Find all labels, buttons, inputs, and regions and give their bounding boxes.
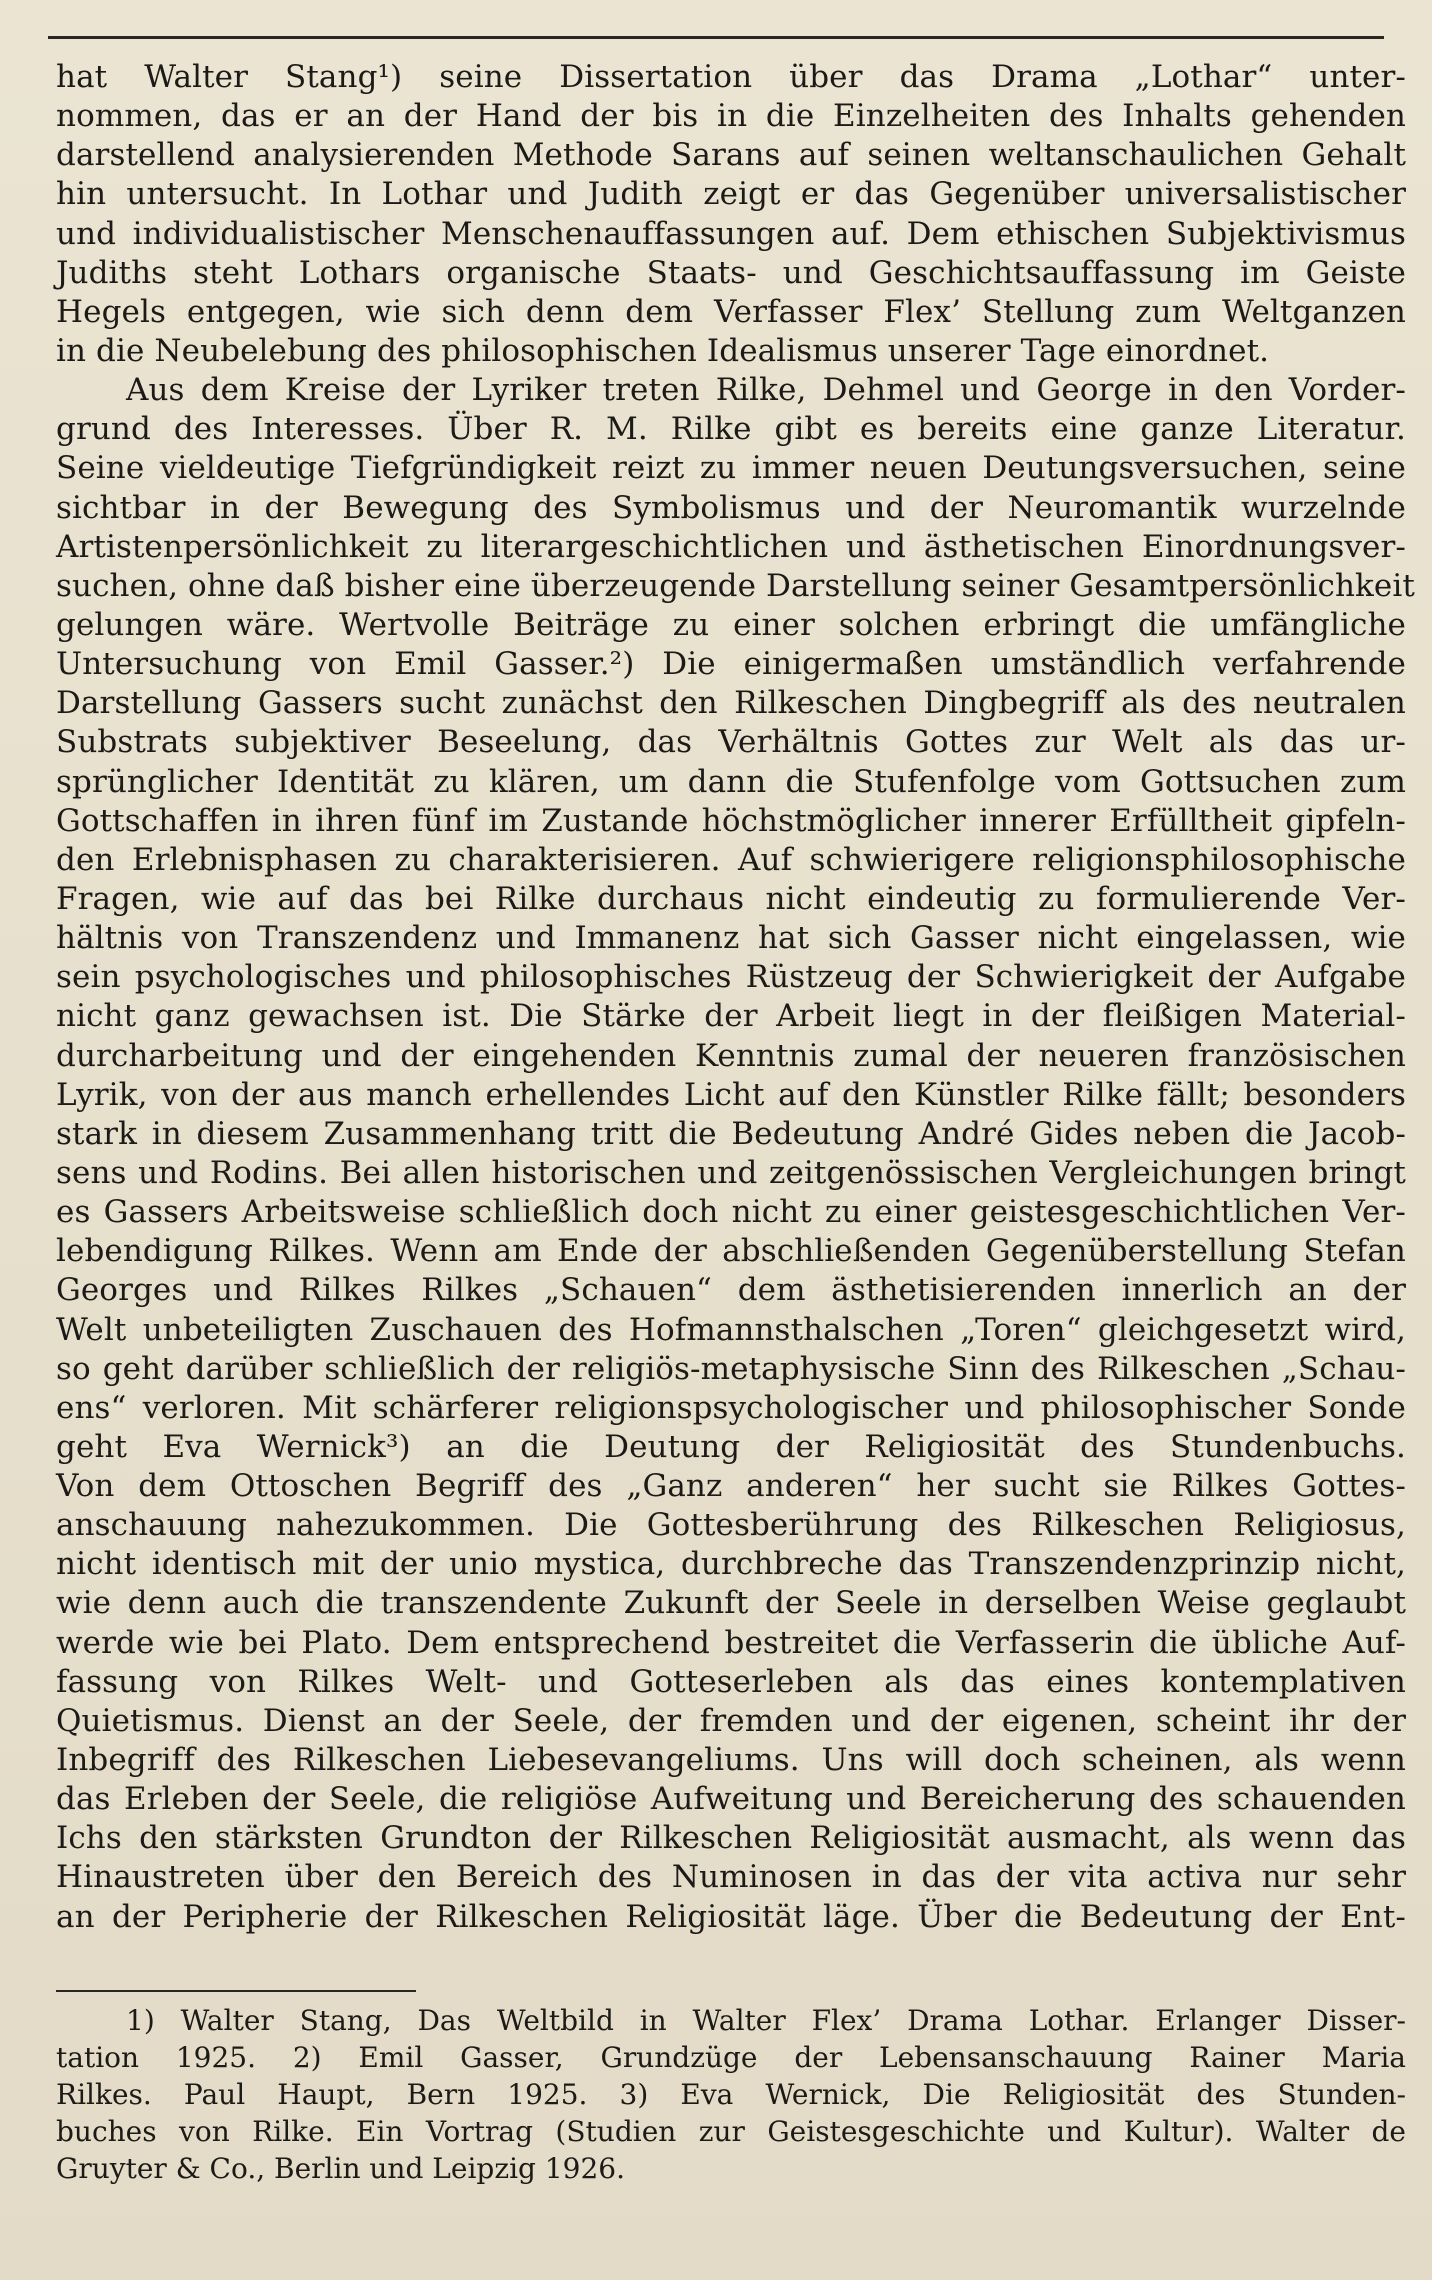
- text-line: Hegels entgegen, wie sich denn dem Verfasser Flex’ Stellung zum Weltganzen: [56, 293, 1406, 330]
- text-line: das Erleben der Seele, die religiöse Aufweitung und Bereicherung des schauenden: [56, 1781, 1406, 1818]
- text-line: darstellend analysierenden Methode Sarans auf seinen weltanschaulichen Gehalt: [56, 137, 1406, 174]
- text-line: ens“ verloren. Mit schärferer religionspsychologischer und philosophischer Sonde: [56, 1389, 1406, 1426]
- text-line: Substrats subjektiver Beseelung, das Verhältnis Gottes zur Welt als das ur-: [56, 724, 1406, 761]
- text-line: Aus dem Kreise der Lyriker treten Rilke, Dehmel und George in den Vorder-: [126, 372, 1406, 409]
- text-line: werde wie bei Plato. Dem entsprechend bestreitet die Verfasserin die übliche Auf-: [56, 1624, 1406, 1661]
- text-line: den Erlebnisphasen zu charakterisieren. Auf schwierigere religionsphilosophische: [56, 841, 1406, 878]
- text-line: hat Walter Stang¹) seine Dissertation über das Drama „Lothar“ unter-: [56, 59, 1406, 95]
- text-line: hin untersucht. In Lothar und Judith zeigt er das Gegenüber universalistischer: [56, 176, 1406, 213]
- text-line: Georges und Rilkes Rilkes „Schauen“ dem ästhetisierenden innerlich an der: [56, 1272, 1406, 1309]
- footnote-line: Gruyter & Co., Berlin und Leipzig 1926.: [56, 2152, 626, 2185]
- text-line: gelungen wäre. Wertvolle Beiträge zu einer solchen erbringt die umfängliche: [56, 606, 1406, 643]
- text-line: Fragen, wie auf das bei Rilke durchaus nicht eindeutig zu formulierende Ver-: [56, 880, 1406, 917]
- text-line: Von dem Ottoschen Begriff des „Ganz anderen“ her sucht sie Rilkes Gottes-: [56, 1468, 1406, 1505]
- text-line: durcharbeitung und der eingehenden Kenntnis zumal der neueren französischen: [56, 1037, 1406, 1074]
- text-line: hältnis von Transzendenz und Immanenz hat sich Gasser nicht eingelassen, wie: [56, 920, 1406, 957]
- text-line: sprünglicher Identität zu klären, um dann die Stufenfolge vom Gottsuchen zum: [56, 763, 1406, 800]
- footnote-line: tation 1925. 2) Emil Gasser, Grundzüge der Lebensanschauung Rainer Maria: [56, 2041, 1406, 2074]
- text-line: Hinaustreten über den Bereich des Numinosen in das der vita activa nur sehr: [56, 1859, 1406, 1896]
- text-line: und individualistischer Menschenauffassungen auf. Dem ethischen Subjektivismus: [56, 215, 1406, 252]
- text-line: in die Neubelebung des philosophischen Idealismus unserer Tage einordnet.: [56, 332, 1270, 369]
- text-line: geht Eva Wernick³) an die Deutung der Religiosität des Stundenbuchs.: [56, 1428, 1406, 1465]
- text-line: Inbegriff des Rilkeschen Liebesevangeliums. Uns will doch scheinen, als wenn: [56, 1742, 1406, 1779]
- footnote-line: 1) Walter Stang, Das Weltbild in Walter Flex’ Drama Lothar. Erlanger Disser-: [126, 2004, 1406, 2037]
- text-line: Gottschaffen in ihren fünf im Zustande höchstmöglicher innerer Erfülltheit gipfeln-: [56, 802, 1406, 839]
- footnotes: [56, 2002, 1406, 2187]
- text-line: Judiths steht Lothars organische Staats- und Geschichtsauffassung im Geiste: [56, 254, 1406, 291]
- text-line: anschauung nahezukommen. Die Gottesberührung des Rilkeschen Religiosus,: [56, 1507, 1406, 1544]
- text-line: suchen, ohne daß bisher eine überzeugende Darstellung seiner Gesamtpersönlichkeit: [56, 567, 1415, 604]
- text-line: grund des Interesses. Über R. M. Rilke gibt es bereits eine ganze Literatur.: [56, 411, 1406, 448]
- text-line: lebendigung Rilkes. Wenn am Ende der abschließenden Gegenüberstellung Stefan: [56, 1233, 1406, 1270]
- text-line: es Gassers Arbeitsweise schließlich doch nicht zu einer geistesgeschichtlichen Ver-: [56, 1194, 1406, 1231]
- text-line: Lyrik, von der aus manch erhellendes Licht auf den Künstler Rilke fällt; besonders: [56, 1076, 1406, 1113]
- text-line: Untersuchung von Emil Gasser.²) Die einigermaßen umständlich verfahrende: [56, 646, 1406, 683]
- text-line: stark in diesem Zusammenhang tritt die Bedeutung André Gides neben die Jacob-: [56, 1115, 1406, 1152]
- text-line: nicht ganz gewachsen ist. Die Stärke der Arbeit liegt in der fleißigen Material-: [56, 998, 1406, 1035]
- text-line: nicht identisch mit der unio mystica, durchbreche das Transzendenzprinzip nicht,: [56, 1546, 1406, 1583]
- text-line: Artistenpersönlichkeit zu literargeschichtlichen und ästhetischen Einordnungsver-: [56, 528, 1406, 565]
- footnote-rule: [56, 1990, 416, 1992]
- footnote-line: buches von Rilke. Ein Vortrag (Studien zur Geistesgeschichte und Kultur). Walter de: [56, 2115, 1406, 2148]
- text-line: Welt unbeteiligten Zuschauen des Hofmannsthalschen „Toren“ gleichgesetzt wird,: [56, 1311, 1406, 1348]
- text-line: so geht darüber schließlich der religiös-metaphysische Sinn des Rilkeschen „Schau-: [56, 1350, 1406, 1387]
- text-line: Seine vieldeutige Tiefgründigkeit reizt zu immer neuen Deutungsversuchen, seine: [56, 450, 1406, 487]
- text-line: Ichs den stärksten Grundton der Rilkeschen Religiosität ausmacht, als wenn das: [56, 1820, 1406, 1857]
- text-line: an der Peripherie der Rilkeschen Religiosität läge. Über die Bedeutung der Ent-: [56, 1898, 1406, 1935]
- top-rule: [48, 36, 1384, 39]
- text-line: sein psychologisches und philosophisches Rüstzeug der Schwierigkeit der Aufgabe: [56, 959, 1406, 996]
- text-line: fassung von Rilkes Welt- und Gotteserleben als das eines kontemplativen: [56, 1663, 1406, 1700]
- text-line: Quietismus. Dienst an der Seele, der fremden und der eigenen, scheint ihr der: [56, 1702, 1406, 1739]
- text-line: sens und Rodins. Bei allen historischen und zeitgenössischen Vergleichungen bringt: [56, 1154, 1406, 1191]
- text-line: nommen, das er an der Hand der bis in die Einzelheiten des Inhalts gehenden: [56, 98, 1406, 135]
- text-line: Darstellung Gassers sucht zunächst den Rilkeschen Dingbegriff als des neutralen: [56, 685, 1406, 722]
- body-text: [56, 58, 1415, 1937]
- text-line: wie denn auch die transzendente Zukunft der Seele in derselben Weise geglaubt: [56, 1585, 1406, 1622]
- text-line: sichtbar in der Bewegung des Symbolismus und der Neuromantik wurzelnde: [56, 489, 1406, 526]
- footnote-line: Rilkes. Paul Haupt, Bern 1925. 3) Eva Wernick, Die Religiosität des Stunden-: [56, 2078, 1406, 2111]
